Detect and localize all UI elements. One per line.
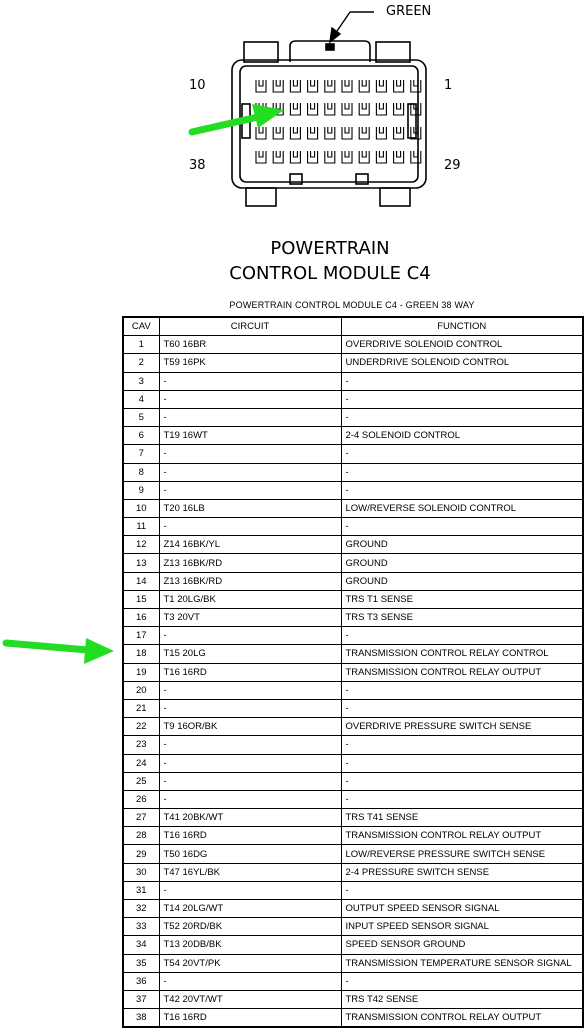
circuit-cell: -	[159, 754, 341, 772]
connector-cavity	[342, 103, 352, 115]
function-cell: TRANSMISSION CONTROL RELAY OUTPUT	[341, 663, 583, 681]
connector-cavity	[342, 80, 352, 92]
table-row	[123, 681, 583, 699]
function-cell: LOW/REVERSE SOLENOID CONTROL	[341, 499, 583, 517]
table-row	[123, 554, 583, 572]
table-row	[123, 918, 583, 936]
circuit-cell: -	[159, 972, 341, 990]
connector-cavity	[376, 80, 386, 92]
function-cell: -	[341, 627, 583, 645]
cav-cell: 38	[123, 1009, 159, 1028]
connector-color-callout: GREEN	[386, 4, 432, 19]
highlight-arrow-row	[0, 630, 120, 670]
connector-cavity	[325, 127, 335, 139]
cav-cell: 9	[123, 481, 159, 499]
circuit-cell: Z13 16BK/RD	[159, 572, 341, 590]
table-row	[123, 863, 583, 881]
connector-cavity	[290, 80, 300, 92]
function-cell: TRS T42 SENSE	[341, 990, 583, 1008]
circuit-cell: -	[159, 481, 341, 499]
cav-cell: 1	[123, 336, 159, 354]
function-cell: GROUND	[341, 554, 583, 572]
function-cell: OVERDRIVE PRESSURE SWITCH SENSE	[341, 718, 583, 736]
circuit-cell: T3 20VT	[159, 609, 341, 627]
table-row	[123, 790, 583, 808]
function-cell: -	[341, 390, 583, 408]
table-row	[123, 536, 583, 554]
function-cell: -	[341, 681, 583, 699]
function-cell: UNDERDRIVE SOLENOID CONTROL	[341, 354, 583, 372]
table-row	[123, 718, 583, 736]
table-row	[123, 408, 583, 426]
function-cell: -	[341, 518, 583, 536]
circuit-cell: T41 20BK/WT	[159, 809, 341, 827]
table-row	[123, 336, 583, 354]
cav-cell: 8	[123, 463, 159, 481]
connector-top-tab-right	[376, 42, 410, 62]
circuit-cell: -	[159, 736, 341, 754]
cav-cell: 25	[123, 772, 159, 790]
cav-cell: 13	[123, 554, 159, 572]
circuit-cell: -	[159, 699, 341, 717]
circuit-cell: -	[159, 372, 341, 390]
circuit-cell: T14 20LG/WT	[159, 900, 341, 918]
table-row	[123, 972, 583, 990]
function-cell: -	[341, 699, 583, 717]
circuit-cell: T20 16LB	[159, 499, 341, 517]
circuit-cell: -	[159, 790, 341, 808]
table-row	[123, 372, 583, 390]
function-cell: TRANSMISSION CONTROL RELAY CONTROL	[341, 645, 583, 663]
pin-label-top-left: 10	[189, 78, 206, 93]
connector-cavity	[308, 151, 318, 163]
function-cell: GROUND	[341, 572, 583, 590]
function-cell: OVERDRIVE SOLENOID CONTROL	[341, 336, 583, 354]
table-row	[123, 354, 583, 372]
connector-cavity	[308, 80, 318, 92]
cav-cell: 35	[123, 954, 159, 972]
header-cav: CAV	[123, 317, 159, 336]
connector-cavity	[394, 127, 404, 139]
function-cell: 2-4 PRESSURE SWITCH SENSE	[341, 863, 583, 881]
header-function: FUNCTION	[341, 317, 583, 336]
connector-face	[240, 66, 418, 182]
cav-cell: 26	[123, 790, 159, 808]
circuit-cell: -	[159, 881, 341, 899]
connector-cavity	[273, 127, 283, 139]
connector-cavity	[308, 103, 318, 115]
connector-cavity	[273, 80, 283, 92]
cav-cell: 29	[123, 845, 159, 863]
table-row	[123, 845, 583, 863]
cav-cell: 11	[123, 518, 159, 536]
connector-latch-notch	[326, 44, 334, 50]
function-cell: -	[341, 372, 583, 390]
function-cell: TRS T3 SENSE	[341, 609, 583, 627]
connector-cavity	[325, 103, 335, 115]
function-cell: LOW/REVERSE PRESSURE SWITCH SENSE	[341, 845, 583, 863]
connector-cavity	[256, 127, 266, 139]
circuit-cell: Z13 16BK/RD	[159, 554, 341, 572]
cav-cell: 33	[123, 918, 159, 936]
circuit-cell: T9 16OR/BK	[159, 718, 341, 736]
circuit-cell: T47 16YL/BK	[159, 863, 341, 881]
table-row	[123, 881, 583, 899]
table-row	[123, 990, 583, 1008]
cav-cell: 14	[123, 572, 159, 590]
circuit-cell: T52 20RD/BK	[159, 918, 341, 936]
cav-cell: 37	[123, 990, 159, 1008]
table-row	[123, 427, 583, 445]
circuit-cell: -	[159, 445, 341, 463]
cav-cell: 27	[123, 809, 159, 827]
cav-cell: 23	[123, 736, 159, 754]
connector-cavity	[290, 127, 300, 139]
table-row	[123, 609, 583, 627]
function-cell: TRS T1 SENSE	[341, 590, 583, 608]
cav-cell: 17	[123, 627, 159, 645]
table-row	[123, 518, 583, 536]
cav-cell: 34	[123, 936, 159, 954]
cav-cell: 16	[123, 609, 159, 627]
function-cell: INPUT SPEED SENSOR SIGNAL	[341, 918, 583, 936]
diagram-title-line2: CONTROL MODULE C4	[229, 263, 431, 284]
connector-cavity	[290, 151, 300, 163]
function-cell: -	[341, 772, 583, 790]
circuit-cell: T16 16RD	[159, 1009, 341, 1028]
circuit-cell: T15 20LG	[159, 645, 341, 663]
cav-cell: 4	[123, 390, 159, 408]
cav-cell: 22	[123, 718, 159, 736]
header-circuit: CIRCUIT	[159, 317, 341, 336]
circuit-cell: T54 20VT/PK	[159, 954, 341, 972]
circuit-cell: -	[159, 390, 341, 408]
cav-cell: 2	[123, 354, 159, 372]
circuit-cell: T60 16BR	[159, 336, 341, 354]
connector-top-tab-left	[244, 42, 278, 62]
table-row	[123, 754, 583, 772]
table-row	[123, 445, 583, 463]
connector-cavity	[359, 103, 369, 115]
connector-cavities	[256, 80, 421, 163]
table-row	[123, 499, 583, 517]
function-cell: -	[341, 445, 583, 463]
connector-cavity	[376, 103, 386, 115]
function-cell: -	[341, 972, 583, 990]
pin-label-bottom-right: 29	[444, 158, 461, 173]
connector-cavity	[359, 127, 369, 139]
table-row	[123, 736, 583, 754]
function-cell: GROUND	[341, 536, 583, 554]
callout-leader-line-angled	[335, 12, 350, 34]
table-caption: POWERTRAIN CONTROL MODULE C4 - GREEN 38 WAY	[229, 300, 475, 310]
pin-label-top-right: 1	[444, 78, 453, 93]
function-cell: OUTPUT SPEED SENSOR SIGNAL	[341, 900, 583, 918]
cav-cell: 36	[123, 972, 159, 990]
cav-cell: 6	[123, 427, 159, 445]
circuit-cell: -	[159, 627, 341, 645]
function-cell: SPEED SENSOR GROUND	[341, 936, 583, 954]
table-header-row	[123, 317, 583, 336]
function-cell: -	[341, 754, 583, 772]
function-cell: -	[341, 790, 583, 808]
connector-cavity	[273, 151, 283, 163]
function-cell: -	[341, 481, 583, 499]
table-row	[123, 827, 583, 845]
connector-cavity	[359, 151, 369, 163]
table-row	[123, 699, 583, 717]
pinout-table	[122, 316, 584, 1028]
circuit-cell: T13 20DB/BK	[159, 936, 341, 954]
connector-cavity	[256, 151, 266, 163]
function-cell: TRANSMISSION CONTROL RELAY OUTPUT	[341, 827, 583, 845]
table-row	[123, 572, 583, 590]
connector-cavity	[394, 103, 404, 115]
circuit-cell: T16 16RD	[159, 827, 341, 845]
cav-cell: 18	[123, 645, 159, 663]
connector-cavity	[290, 103, 300, 115]
table-row	[123, 481, 583, 499]
cav-cell: 28	[123, 827, 159, 845]
connector-cavity	[342, 151, 352, 163]
cav-cell: 12	[123, 536, 159, 554]
table-row	[123, 954, 583, 972]
connector-cavity	[256, 80, 266, 92]
cav-cell: 24	[123, 754, 159, 772]
cav-cell: 30	[123, 863, 159, 881]
connector-cavity	[308, 127, 318, 139]
table-row	[123, 772, 583, 790]
function-cell: -	[341, 408, 583, 426]
pin-label-bottom-left: 38	[189, 158, 206, 173]
cav-cell: 3	[123, 372, 159, 390]
cav-cell: 10	[123, 499, 159, 517]
connector-cavity	[325, 80, 335, 92]
cav-cell: 5	[123, 408, 159, 426]
connector-cavity	[325, 151, 335, 163]
connector-cavity	[342, 127, 352, 139]
table-row	[123, 936, 583, 954]
connector-cavity	[411, 80, 421, 92]
circuit-cell: T42 20VT/WT	[159, 990, 341, 1008]
table-row	[123, 390, 583, 408]
cav-cell: 20	[123, 681, 159, 699]
cav-cell: 32	[123, 900, 159, 918]
cav-cell: 15	[123, 590, 159, 608]
circuit-cell: T19 16WT	[159, 427, 341, 445]
table-row	[123, 627, 583, 645]
table-row	[123, 900, 583, 918]
table-row	[123, 809, 583, 827]
circuit-cell: -	[159, 518, 341, 536]
cav-cell: 31	[123, 881, 159, 899]
connector-cavity	[394, 151, 404, 163]
connector-cavity	[376, 151, 386, 163]
table-row	[123, 645, 583, 663]
circuit-cell: -	[159, 463, 341, 481]
circuit-cell: T16 16RD	[159, 663, 341, 681]
function-cell: -	[341, 881, 583, 899]
cav-cell: 7	[123, 445, 159, 463]
circuit-cell: T50 16DG	[159, 845, 341, 863]
connector-bottom-tab-left	[246, 188, 276, 206]
cav-cell: 19	[123, 663, 159, 681]
circuit-cell: T59 16PK	[159, 354, 341, 372]
table-row	[123, 1009, 583, 1028]
function-cell: -	[341, 463, 583, 481]
connector-bottom-tab-right	[380, 188, 410, 206]
function-cell: TRANSMISSION TEMPERATURE SENSOR SIGNAL	[341, 954, 583, 972]
connector-cavity	[411, 151, 421, 163]
circuit-cell: -	[159, 681, 341, 699]
table-row	[123, 663, 583, 681]
circuit-cell: -	[159, 772, 341, 790]
connector-cavity	[376, 127, 386, 139]
function-cell: TRS T41 SENSE	[341, 809, 583, 827]
cav-cell: 21	[123, 699, 159, 717]
highlight-arrow-connector	[192, 104, 284, 132]
function-cell: 2-4 SOLENOID CONTROL	[341, 427, 583, 445]
connector-cavity	[394, 80, 404, 92]
function-cell: TRANSMISSION CONTROL RELAY OUTPUT	[341, 1009, 583, 1028]
diagram-title-line1: POWERTRAIN	[270, 238, 390, 259]
circuit-cell: T1 20LG/BK	[159, 590, 341, 608]
function-cell: -	[341, 736, 583, 754]
table-row	[123, 463, 583, 481]
circuit-cell: -	[159, 408, 341, 426]
table-row	[123, 590, 583, 608]
connector-cavity	[359, 80, 369, 92]
circuit-cell: Z14 16BK/YL	[159, 536, 341, 554]
